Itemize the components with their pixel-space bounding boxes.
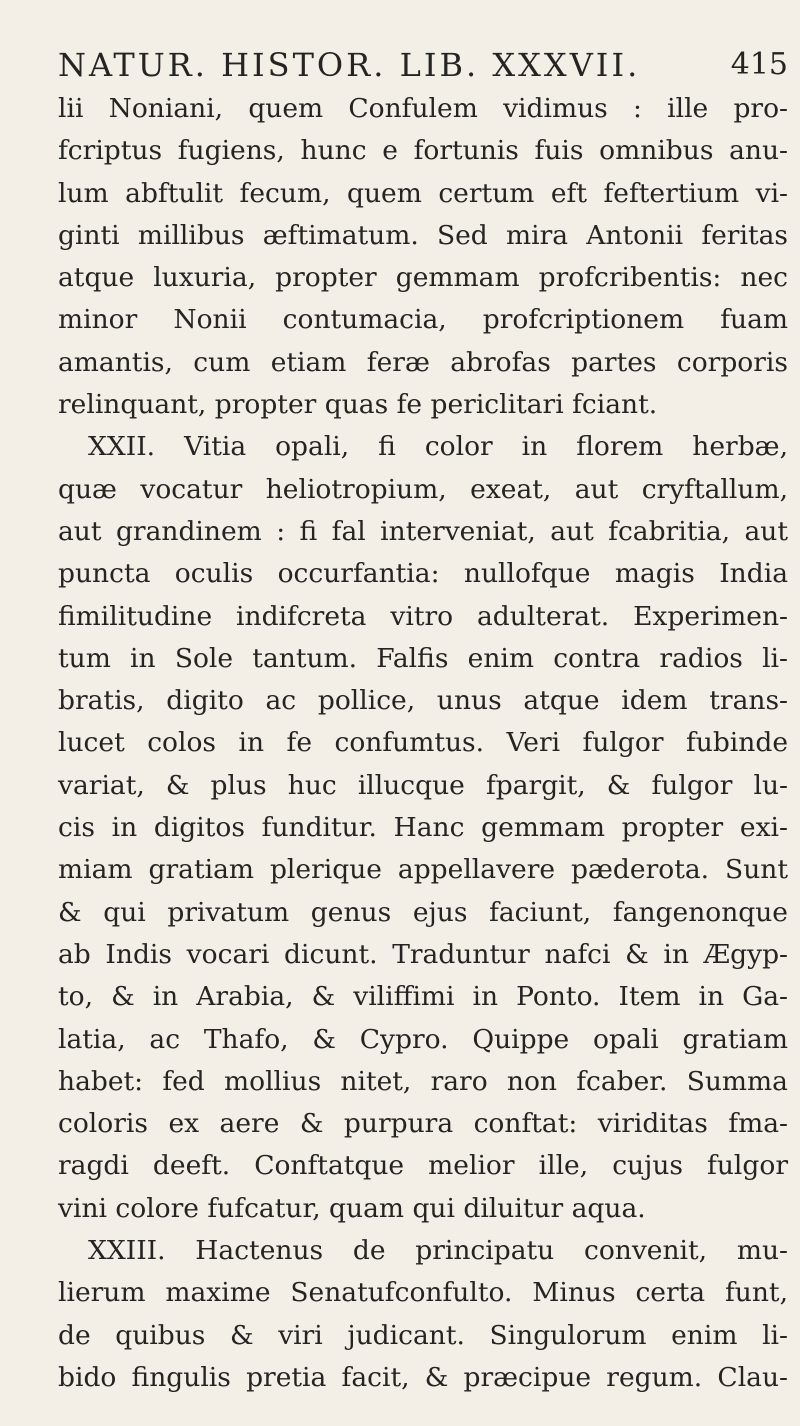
text-line: tum in Sole tantum. Falfis enim contra radios li- (58, 642, 788, 674)
text-line: relinquant, propter quas fe periclitari fciant. (58, 389, 658, 421)
section-start-line: XXII. Vitia opali, fi color in florem herbæ, (88, 431, 788, 463)
text-line: amantis, cum etiam feræ abrofas partes corporis (58, 346, 788, 378)
text-line: aut grandinem : fi fal interveniat, aut fcabritia, aut (58, 515, 788, 547)
text-line: coloris ex aere & purpura conftat: viriditas fma- (58, 1108, 788, 1140)
text-line: fcriptus fugiens, hunc e fortunis fuis omnibus anu- (58, 135, 788, 167)
page-number: 415 (730, 47, 788, 82)
text-line: fimilitudine indifcreta vitro adulterat. Experimen- (58, 600, 788, 632)
body-text (58, 88, 788, 1399)
text-line: habet: fed mollius nitet, raro non fcaber. Summa (58, 1065, 788, 1097)
text-line: lucet colos in fe confumtus. Veri fulgor fubinde (58, 727, 788, 759)
running-title: NATUR. HISTOR. LIB. XXXVII. (58, 46, 641, 84)
page-header (58, 40, 788, 90)
text-line: lierum maxime Senatufconfulto. Minus certa funt, (58, 1277, 788, 1309)
text-line: bido fingulis pretia facit, & præcipue regum. Clau- (58, 1361, 788, 1393)
text-line: bratis, digito ac pollice, unus atque idem trans- (58, 685, 788, 717)
text-line: quæ vocatur heliotropium, exeat, aut cryftallum, (58, 473, 788, 505)
text-line: minor Nonii contumacia, profcriptionem fuam (58, 304, 788, 336)
text-line: ab Indis vocari dicunt. Traduntur nafci & in Ægyp- (58, 938, 788, 970)
text-line: variat, & plus huc illucque fpargit, & fulgor lu- (58, 769, 788, 801)
text-line: & qui privatum genus ejus faciunt, fangenonque (58, 896, 788, 928)
text-line: to, & in Arabia, & viliffimi in Ponto. Item in Ga- (58, 981, 788, 1013)
text-line: puncta oculis occurfantia: nullofque magis India (58, 558, 788, 590)
text-line: ragdi deeft. Conftatque melior ille, cujus fulgor (58, 1150, 788, 1182)
section-start-line: XXIII. Hactenus de principatu convenit, mu- (88, 1235, 788, 1267)
text-line: ginti millibus æftimatum. Sed mira Antonii feritas (58, 219, 788, 251)
text-line: lii Noniani, quem Confulem vidimus : ille pro- (58, 93, 788, 124)
text-line: vini colore fufcatur, quam qui diluitur aqua. (58, 1192, 646, 1224)
text-line: de quibus & viri judicant. Singulorum enim li- (58, 1319, 788, 1351)
text-line: latia, ac Thafo, & Cypro. Quippe opali gratiam (58, 1023, 788, 1055)
text-line: atque luxuria, propter gemmam profcribentis: nec (58, 262, 788, 294)
text-line: lum abftulit fecum, quem certum eft feftertium vi- (58, 177, 788, 209)
text-line: cis in digitos funditur. Hanc gemmam propter exi- (58, 812, 788, 844)
text-line: miam gratiam plerique appellavere pæderota. Sunt (58, 854, 788, 886)
